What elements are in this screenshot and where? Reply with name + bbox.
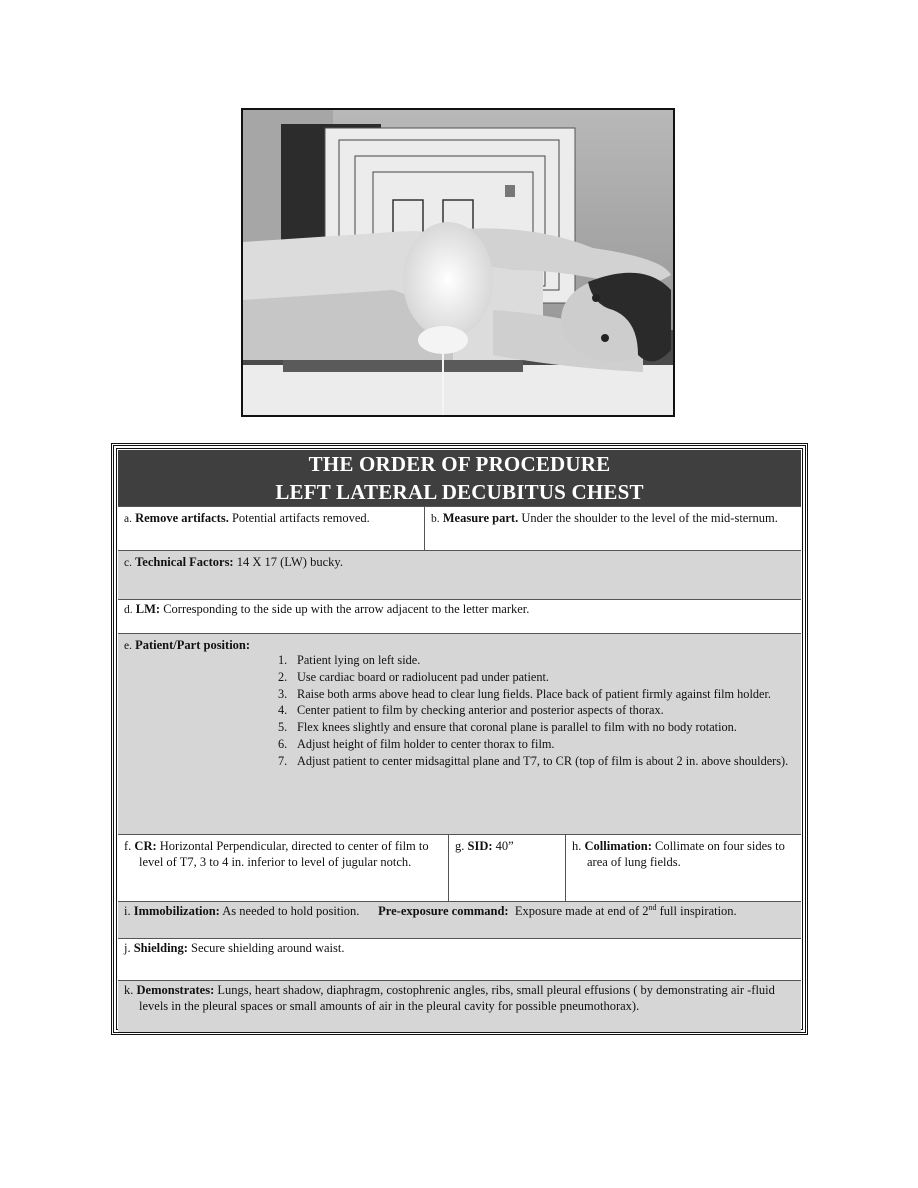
position-step — [278, 736, 793, 753]
step-number: 2. — [278, 669, 288, 684]
row-shielding: j. Shielding: Secure shielding around waist. — [118, 938, 801, 980]
lm-heading: LM: — [135, 602, 161, 616]
lm-text: Corresponding to the side up with the arrow adjacent to the letter marker. — [163, 602, 530, 616]
row-cr-sid-collimation — [118, 834, 801, 901]
demonstrates-heading: Demonstrates: — [136, 983, 215, 997]
immobilization-heading: Immobilization: — [133, 904, 220, 918]
technical-factors-text: 14 X 17 (LW) bucky. — [236, 555, 343, 569]
cr-text: Horizontal Perpendicular, directed to center of film to level of T7, 3 to 4 in. inferior to level of jugular notch. — [139, 839, 429, 869]
row-ab — [118, 506, 801, 550]
remove-artifacts-text: Potential artifacts removed. — [231, 511, 370, 525]
row-immobilization: i. Immobilization: As needed to hold position. Pre-exposure command: Exposure made at end of 2nd full inspiration. — [118, 901, 801, 938]
cell-cr: f. CR: Horizontal Perpendicular, directed to center of film to level of T7, 3 to 4 in. inferior to level of jugular notch. — [124, 839, 429, 869]
shielding-heading: Shielding: — [133, 941, 188, 955]
step-number: 3. — [278, 686, 288, 701]
collimation-heading: Collimation: — [584, 839, 652, 853]
procedure-table — [111, 443, 808, 1035]
position-step — [278, 702, 793, 719]
step-text: Adjust patient to center midsagittal plane and T7, to CR (top of film is about 2 in. above shoulders). — [297, 753, 789, 768]
step-number: 4. — [278, 703, 288, 718]
step-text: Use cardiac board or radiolucent pad under patient. — [297, 669, 549, 684]
cell-collimation: h. Collimation: Collimate on four sides to area of lung fields. — [565, 835, 801, 901]
photo-illustration — [243, 110, 673, 415]
step-text: Patient lying on left side. — [297, 653, 421, 667]
step-number: 5. — [278, 720, 288, 735]
step-text: Flex knees slightly and ensure that coronal plane is parallel to film with no body rotation. — [297, 720, 737, 735]
step-number: 1. — [278, 653, 288, 667]
row-patient-position: e. Patient/Part position: 1. Patient lying on left side. 2. Use cardiac board or radiolucent pad under patient. 3. Raise both arms above head to clear lung fields. Place back of patient firmly against film holder. 4. Center patient to film by checking anterior and posterior aspects of thorax. 5. Flex knees slightly and ensure that coronal plane is parallel to film with no body rotation. 6. Adjust height of film holder to center thorax to film. 7. Adjust patient to center midsagittal plane and T7, to CR (top of film is about 2 in. above shoulders). — [118, 633, 801, 834]
remove-artifacts-heading: Remove artifacts. — [135, 511, 229, 525]
pre-exposure-heading: Pre-exposure command: — [378, 904, 509, 918]
position-step — [278, 686, 793, 703]
row-lm: d. LM: Corresponding to the side up with the arrow adjacent to the letter marker. — [118, 599, 801, 633]
patient-positioning-photo — [241, 108, 675, 417]
row-demonstrates: k. Demonstrates: Lungs, heart shadow, diaphragm, costophrenic angles, ribs, small pleural effusions ( by demonstrating air -fluid levels in the pleural spaces or small amounts of air in the pleural cavity for possible pneumothorax). — [118, 980, 801, 1032]
procedure-subtitle: LEFT LATERAL DECUBITUS CHEST — [275, 480, 644, 504]
position-step — [278, 652, 793, 669]
technical-factors-heading: Technical Factors: — [135, 555, 234, 569]
cell-remove-artifacts: a. Remove artifacts. Potential artifacts removed. — [124, 511, 370, 525]
collimation-text: Collimate on four sides to area of lung fields. — [587, 839, 785, 869]
immobilization-text: As needed to hold position. — [222, 904, 360, 918]
procedure-title: THE ORDER OF PROCEDURE — [308, 452, 611, 476]
position-step — [278, 753, 793, 770]
measure-part-heading: Measure part. — [442, 511, 519, 525]
step-text: Raise both arms above head to clear lung fields. Place back of patient firmly against film holder. — [297, 686, 771, 701]
cell-sid: g. SID: 40” — [448, 835, 565, 901]
pre-exposure-text: Exposure made at end of 2nd full inspiration. — [514, 902, 737, 918]
position-step — [278, 669, 793, 686]
step-number: 7. — [278, 753, 288, 768]
sid-heading: SID: — [467, 839, 493, 853]
demonstrates-text: Lungs, heart shadow, diaphragm, costophrenic angles, ribs, small pleural effusions ( by demonstrating air -fluid levels in the pleural spaces or small amounts of air in the pleural cavity for possible pneumothorax). — [139, 983, 775, 1013]
shielding-text: Secure shielding around waist. — [191, 941, 345, 955]
position-step — [278, 719, 793, 736]
sid-value: 40” — [495, 839, 514, 853]
step-number: 6. — [278, 736, 288, 751]
cr-heading: CR: — [134, 839, 157, 853]
measure-part-text: Under the shoulder to the level of the mid-sternum. — [521, 511, 778, 525]
step-text: Center patient to film by checking anterior and posterior aspects of thorax. — [297, 703, 664, 718]
row-technical-factors: c. Technical Factors: 14 X 17 (LW) bucky. — [118, 550, 801, 599]
step-text: Adjust height of film holder to center thorax to film. — [297, 736, 555, 751]
patient-position-heading: Patient/Part position: — [135, 638, 251, 652]
cell-measure-part: b. Measure part. Under the shoulder to the level of the mid-sternum. — [424, 507, 801, 550]
procedure-header — [118, 450, 801, 506]
patient-position-steps — [278, 652, 793, 770]
